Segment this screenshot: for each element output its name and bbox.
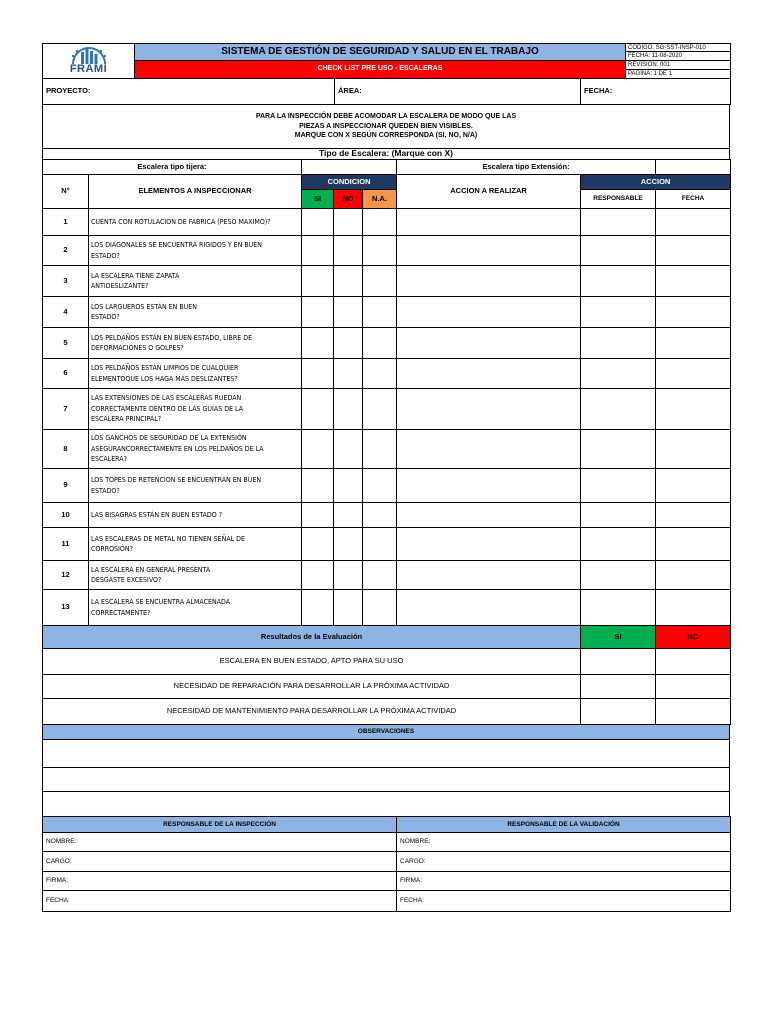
- checklist-row: [43, 266, 731, 297]
- item-description: [89, 209, 302, 236]
- item-date-cell[interactable]: [656, 297, 731, 328]
- checklist-row: [43, 359, 731, 389]
- item-na-cell[interactable]: [363, 528, 397, 561]
- item-number: 4: [43, 297, 89, 328]
- item-action-cell[interactable]: [397, 389, 581, 430]
- result-row-label: ESCALERA EN BUEN ESTADO, APTO PARA SU USO: [43, 649, 581, 675]
- project-table: [42, 78, 731, 105]
- item-description-line: CORRECTAMENTE DENTRO DE LAS GUÍAS DE LA: [91, 404, 244, 413]
- item-number: 8: [43, 430, 89, 469]
- item-date-cell[interactable]: [656, 328, 731, 359]
- item-description-line: ESCALERA?: [91, 455, 127, 464]
- item-responsible-cell[interactable]: [581, 430, 656, 469]
- item-description-line: LA ESCALERA TIENE ZAPATA: [91, 271, 180, 280]
- item-no-cell[interactable]: [334, 561, 363, 590]
- inspector-date-field[interactable]: FECHA:: [43, 891, 397, 912]
- item-date-cell[interactable]: [656, 389, 731, 430]
- checklist-row: [43, 561, 731, 590]
- item-description: [89, 528, 302, 561]
- result-si-cell[interactable]: [581, 675, 656, 699]
- item-description-line: CORRECTAMENTE?: [91, 608, 151, 617]
- item-action-cell[interactable]: [397, 561, 581, 590]
- item-responsible-cell[interactable]: [581, 266, 656, 297]
- observations-title: OBSERVACIONES: [43, 725, 730, 740]
- item-responsible-cell[interactable]: [581, 561, 656, 590]
- item-si-cell[interactable]: [302, 528, 334, 561]
- item-action-cell[interactable]: [397, 528, 581, 561]
- header-table: [42, 43, 731, 79]
- col-accion-realizar: ACCION A REALIZAR: [397, 175, 581, 209]
- checklist-row: [43, 297, 731, 328]
- item-description-line: LA ESCALERA SE ENCUENTRA ALMACENADA: [91, 598, 231, 606]
- item-no-cell[interactable]: [334, 297, 363, 328]
- item-description: [89, 389, 302, 430]
- inspector-name-field[interactable]: NOMBRE:: [43, 833, 397, 852]
- item-number: 5: [43, 328, 89, 359]
- validator-signature-field[interactable]: FIRMA:: [397, 872, 731, 891]
- observation-line[interactable]: [43, 768, 730, 792]
- doc-page: PAGINA: 1 DE 1: [626, 70, 731, 79]
- doc-code: CODIGO: SG-SST-INSP-010: [626, 44, 731, 52]
- item-description-line: LAS ESCALERAS DE METAL NO TIENEN SEÑAL DE: [91, 534, 245, 543]
- item-responsible-cell[interactable]: [581, 297, 656, 328]
- item-no-cell[interactable]: [334, 266, 363, 297]
- item-responsible-cell[interactable]: [581, 528, 656, 561]
- item-date-cell[interactable]: [656, 430, 731, 469]
- instructions-text: [43, 105, 730, 149]
- col-condicion: CONDICION: [302, 175, 397, 190]
- item-responsible-cell[interactable]: [581, 236, 656, 266]
- item-si-cell[interactable]: [302, 503, 334, 528]
- item-no-cell[interactable]: [334, 236, 363, 266]
- result-row-label: NECESIDAD DE MANTENIMIENTO PARA DESARROLLAR LA PRÓXIMA ACTIVIDAD: [43, 699, 581, 725]
- result-no-cell[interactable]: [656, 649, 731, 675]
- item-na-cell[interactable]: [363, 266, 397, 297]
- checklist-row: [43, 328, 731, 359]
- item-description-line: ESTADO?: [91, 486, 120, 495]
- inspector-signature-field[interactable]: FIRMA:: [43, 872, 397, 891]
- signatures-table: [42, 816, 731, 912]
- item-no-cell[interactable]: [334, 469, 363, 503]
- checklist-table: [42, 159, 731, 626]
- item-action-cell[interactable]: [397, 297, 581, 328]
- item-responsible-cell[interactable]: [581, 469, 656, 503]
- company-logo: [43, 44, 135, 79]
- item-action-cell[interactable]: [397, 469, 581, 503]
- area-field[interactable]: ÁREA:: [335, 79, 581, 105]
- item-description-line: ELEMENTOQUE LOS HAGA MÁS DESLIZANTES?: [91, 374, 238, 383]
- item-si-cell[interactable]: [302, 236, 334, 266]
- tijera-mark[interactable]: [302, 160, 397, 175]
- checklist-row: [43, 430, 731, 469]
- item-date-cell[interactable]: [656, 266, 731, 297]
- item-date-cell[interactable]: [656, 209, 731, 236]
- extension-label: Escalera tipo Extensión:: [397, 160, 656, 175]
- item-no-cell[interactable]: [334, 389, 363, 430]
- item-description-line: CORROSIÓN?: [91, 545, 133, 553]
- instructions-line-1: PARA LA INSPECCIÓN DEBE ACOMODAR LA ESCALERA DE MODO QUE LAS: [255, 113, 517, 121]
- item-action-cell[interactable]: [397, 503, 581, 528]
- item-si-cell[interactable]: [302, 297, 334, 328]
- item-description: [89, 561, 302, 590]
- item-description: [89, 359, 302, 389]
- date-field[interactable]: FECHA:: [581, 79, 731, 105]
- col-no: NO: [334, 190, 363, 209]
- item-description-line: DESGASTE EXCESIVO?: [91, 576, 162, 584]
- item-description-line: DEFORMACIONES O GOLPES?: [91, 344, 184, 352]
- item-number: 9: [43, 469, 89, 503]
- checklist-row: [43, 389, 731, 430]
- item-no-cell[interactable]: [334, 209, 363, 236]
- item-date-cell[interactable]: [656, 561, 731, 590]
- checklist-row: [43, 528, 731, 561]
- validator-name-field[interactable]: NOMBRE:: [397, 833, 731, 852]
- item-number: 10: [43, 503, 89, 528]
- results-si: SI: [581, 626, 656, 649]
- item-no-cell[interactable]: [334, 503, 363, 528]
- item-description-line: LAS EXTENSIONES DE LAS ESCALERAS RUEDAN: [91, 394, 242, 403]
- item-description-line: ANTIDESLIZANTE?: [91, 282, 149, 290]
- observation-line[interactable]: [43, 792, 730, 817]
- item-si-cell[interactable]: [302, 389, 334, 430]
- item-responsible-cell[interactable]: [581, 209, 656, 236]
- item-description-line: LOS TOPES DE RETENCION SE ENCUENTRAN EN BUEN: [91, 476, 262, 484]
- item-na-cell[interactable]: [363, 328, 397, 359]
- result-si-cell[interactable]: [581, 699, 656, 725]
- item-description-line: LOS LARGUEROS ESTÁN EN BUEN: [91, 302, 197, 311]
- item-action-cell[interactable]: [397, 236, 581, 266]
- item-number: 2: [43, 236, 89, 266]
- col-na: N.A.: [363, 190, 397, 209]
- item-description-line: LOS GANCHOS DE SEGURIDAD DE LA EXTENSIÓN: [91, 434, 247, 443]
- item-number: 7: [43, 389, 89, 430]
- item-description: [89, 430, 302, 469]
- item-na-cell[interactable]: [363, 236, 397, 266]
- item-si-cell[interactable]: [302, 328, 334, 359]
- system-title: SISTEMA DE GESTIÓN DE SEGURIDAD Y SALUD EN EL TRABAJO: [135, 44, 626, 61]
- item-no-cell[interactable]: [334, 430, 363, 469]
- item-na-cell[interactable]: [363, 209, 397, 236]
- item-description: [89, 266, 302, 297]
- observations-table: [42, 724, 730, 817]
- checklist-row: [43, 209, 731, 236]
- item-description-line: CUENTA CON ROTULACION DE FABRICA (PESO MAXIMO)?: [91, 217, 271, 226]
- instructions-line-3: MARQUE CON X SEGÚN CORRESPONDA (SI, NO, N/A): [294, 132, 478, 140]
- item-responsible-cell[interactable]: [581, 503, 656, 528]
- results-no: NO: [656, 626, 731, 649]
- tijera-label: Escalera tipo tijera:: [43, 160, 302, 175]
- item-si-cell[interactable]: [302, 590, 334, 626]
- extension-mark[interactable]: [656, 160, 731, 175]
- item-no-cell[interactable]: [334, 590, 363, 626]
- item-description-line: LOS DIAGONALES SE ENCUENTRA RIGIDOS Y EN BUEN: [91, 241, 262, 249]
- item-si-cell[interactable]: [302, 266, 334, 297]
- item-responsible-cell[interactable]: [581, 389, 656, 430]
- checklist-row: [43, 590, 731, 626]
- item-number: 6: [43, 359, 89, 389]
- item-responsible-cell[interactable]: [581, 359, 656, 389]
- item-description-line: LOS PELDAÑOS ESTÁN LIMPIOS DE CUALQUIER: [91, 364, 239, 372]
- item-no-cell[interactable]: [334, 528, 363, 561]
- project-field[interactable]: PROYECTO:: [43, 79, 335, 105]
- item-na-cell[interactable]: [363, 561, 397, 590]
- col-fecha: FECHA: [656, 190, 731, 209]
- item-description-line: ASEGURANCORRECTAMENTE EN LOS PELDAÑOS DE LA: [91, 444, 264, 453]
- item-description: [89, 236, 302, 266]
- instructions-line-2: PIEZAS A INSPECCIONAR QUEDEN BIEN VISIBLES.: [299, 122, 473, 130]
- item-description: [89, 503, 302, 528]
- item-description-line: ESTADO?: [91, 313, 120, 321]
- validator-position-field[interactable]: CARGO:: [397, 852, 731, 872]
- item-date-cell[interactable]: [656, 236, 731, 266]
- company-name: FRAMI: [69, 63, 108, 76]
- inspection-responsible-title: RESPONSABLE DE LA INSPECCIÓN: [43, 817, 397, 833]
- item-action-cell[interactable]: [397, 328, 581, 359]
- frami-logo-icon: [69, 46, 109, 64]
- item-no-cell[interactable]: [334, 328, 363, 359]
- form-title: CHECK LIST PRE USO - ESCALERAS: [135, 61, 626, 79]
- item-description-line: ESTADO?: [91, 251, 120, 260]
- checklist-items: [43, 209, 731, 626]
- item-responsible-cell[interactable]: [581, 590, 656, 626]
- item-na-cell[interactable]: [363, 469, 397, 503]
- item-na-cell[interactable]: [363, 430, 397, 469]
- doc-revision: REVISION: 001: [626, 61, 731, 70]
- col-numero: N°: [43, 175, 89, 209]
- item-date-cell[interactable]: [656, 503, 731, 528]
- item-responsible-cell[interactable]: [581, 328, 656, 359]
- col-accion: ACCION: [581, 175, 731, 190]
- item-number: 1: [43, 209, 89, 236]
- item-description: [89, 328, 302, 359]
- item-na-cell[interactable]: [363, 590, 397, 626]
- item-description-line: LA ESCALERA EN GENERAL PRESENTA: [91, 565, 211, 574]
- result-si-cell[interactable]: [581, 649, 656, 675]
- item-description: [89, 297, 302, 328]
- item-action-cell[interactable]: [397, 430, 581, 469]
- validation-responsible-title: RESPONSABLE DE LA VALIDACIÓN: [397, 817, 731, 833]
- results-table: [42, 625, 731, 725]
- col-elementos: ELEMENTOS A INSPECCIONAR: [89, 175, 302, 209]
- item-number: 11: [43, 528, 89, 561]
- item-number: 12: [43, 561, 89, 590]
- item-description-line: ESCALERA PRINCIPAL?: [91, 415, 162, 424]
- item-description-line: LOS PELDAÑOS ESTÁN EN BUEN ESTADO, LIBRE DE: [91, 333, 253, 342]
- instructions-table: [42, 104, 730, 160]
- item-action-cell[interactable]: [397, 359, 581, 389]
- inspector-position-field[interactable]: CARGO:: [43, 852, 397, 872]
- result-no-cell[interactable]: [656, 699, 731, 725]
- result-row-label: NECESIDAD DE REPARACIÓN PARA DESARROLLAR LA PRÓXIMA ACTIVIDAD: [43, 675, 581, 699]
- item-description-line: LAS BISAGRAS ESTÁN EN BUEN ESTADO ?: [91, 510, 223, 519]
- checklist-row: [43, 236, 731, 266]
- item-no-cell[interactable]: [334, 359, 363, 389]
- item-date-cell[interactable]: [656, 359, 731, 389]
- observation-line[interactable]: [43, 740, 730, 768]
- item-description: [89, 469, 302, 503]
- item-si-cell[interactable]: [302, 209, 334, 236]
- item-action-cell[interactable]: [397, 590, 581, 626]
- item-number: 3: [43, 266, 89, 297]
- checklist-row: [43, 469, 731, 503]
- item-na-cell[interactable]: [363, 297, 397, 328]
- item-date-cell[interactable]: [656, 469, 731, 503]
- results-title: Resultados de la Evaluación: [43, 626, 581, 649]
- item-action-cell[interactable]: [397, 266, 581, 297]
- item-date-cell[interactable]: [656, 590, 731, 626]
- item-na-cell[interactable]: [363, 389, 397, 430]
- tipo-escalera-title: Tipo de Escalera: (Marque con X): [43, 149, 730, 160]
- col-responsable: RESPONSABLE: [581, 190, 656, 209]
- item-na-cell[interactable]: [363, 503, 397, 528]
- result-no-cell[interactable]: [656, 675, 731, 699]
- validator-date-field[interactable]: FECHA:: [397, 891, 731, 912]
- item-action-cell[interactable]: [397, 209, 581, 236]
- checklist-row: [43, 503, 731, 528]
- item-date-cell[interactable]: [656, 528, 731, 561]
- item-na-cell[interactable]: [363, 359, 397, 389]
- item-si-cell[interactable]: [302, 430, 334, 469]
- doc-date: FECHA: 11-08-2020: [626, 52, 731, 61]
- col-si: SI: [302, 190, 334, 209]
- item-si-cell[interactable]: [302, 561, 334, 590]
- item-si-cell[interactable]: [302, 469, 334, 503]
- item-number: 13: [43, 590, 89, 626]
- checklist-sheet: [42, 43, 730, 912]
- item-description: [89, 590, 302, 626]
- item-si-cell[interactable]: [302, 359, 334, 389]
